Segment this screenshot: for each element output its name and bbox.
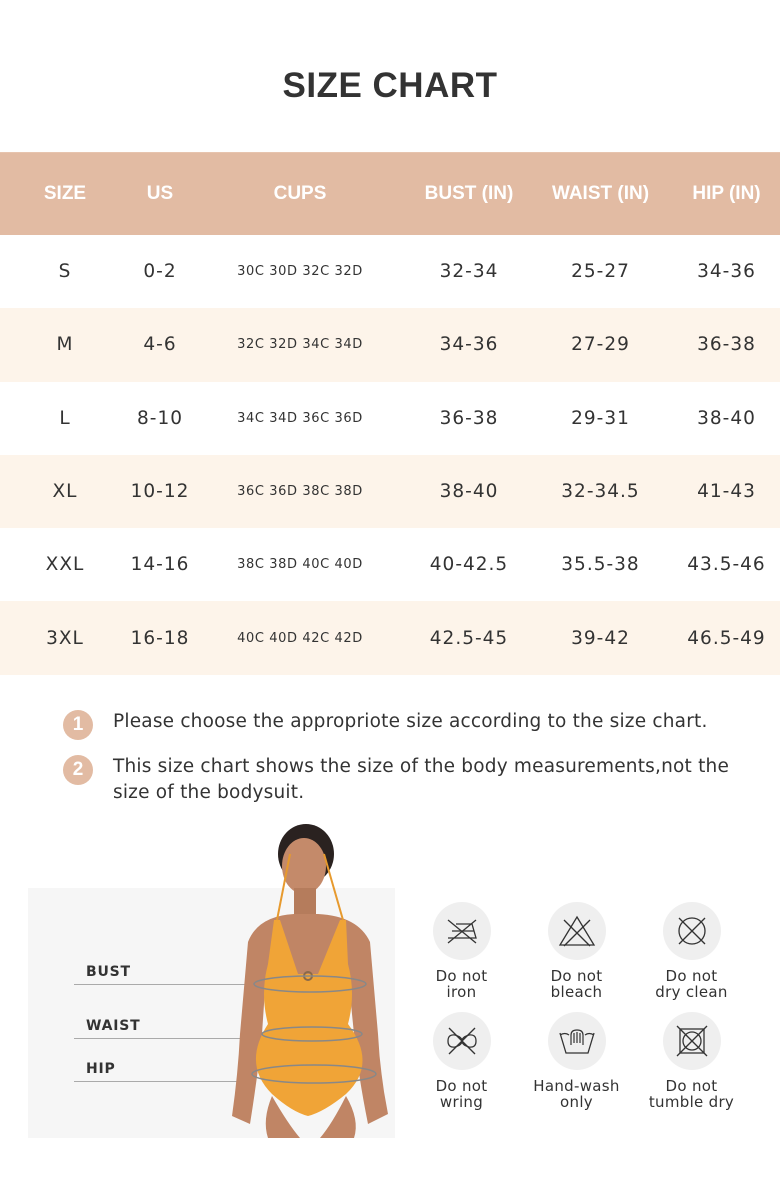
hip-label: HIP bbox=[86, 1061, 116, 1077]
cell-hip: 46.5-49 bbox=[687, 627, 766, 649]
no-iron-icon bbox=[433, 902, 491, 960]
table-row bbox=[0, 382, 780, 455]
cell-size: M bbox=[56, 334, 74, 356]
no-dry-clean-icon bbox=[663, 902, 721, 960]
measurement-figure bbox=[28, 888, 395, 1138]
cell-waist: 29-31 bbox=[571, 407, 630, 429]
note-text: Please choose the appropriote size according to the size chart. bbox=[113, 711, 708, 732]
care-label-line1: Do not bbox=[435, 1077, 488, 1095]
cell-waist: 32-34.5 bbox=[561, 481, 640, 503]
no-bleach-icon bbox=[548, 902, 606, 960]
cell-size: S bbox=[58, 261, 72, 283]
waist-label: WAIST bbox=[86, 1018, 141, 1034]
care-label-line2: wring bbox=[439, 1093, 484, 1111]
cell-cups: 40C 40D 42C 42D bbox=[237, 630, 363, 646]
care-label-line2: bleach bbox=[550, 983, 603, 1001]
waist-line bbox=[74, 1038, 254, 1039]
note-item bbox=[63, 709, 763, 740]
care-label-line1: Do not bbox=[665, 967, 718, 985]
hand-wash-icon bbox=[548, 1012, 606, 1070]
cell-cups: 34C 34D 36C 36D bbox=[237, 410, 363, 426]
cell-bust: 38-40 bbox=[439, 481, 499, 503]
cell-size: L bbox=[59, 407, 71, 429]
cell-hip: 41-43 bbox=[697, 481, 756, 503]
care-item-hand-wash bbox=[519, 1012, 634, 1110]
cell-cups: 36C 36D 38C 38D bbox=[237, 484, 363, 500]
cell-hip: 36-38 bbox=[697, 334, 756, 356]
hip-line bbox=[74, 1081, 254, 1082]
header-hip: HIP (IN) bbox=[692, 183, 761, 204]
cell-waist: 39-42 bbox=[571, 627, 630, 649]
cell-us: 0-2 bbox=[143, 261, 177, 283]
header-us: US bbox=[146, 183, 174, 204]
cell-size: 3XL bbox=[46, 627, 84, 649]
cell-bust: 32-34 bbox=[439, 261, 499, 283]
cell-hip: 43.5-46 bbox=[687, 554, 766, 576]
care-label-line2: iron bbox=[446, 983, 477, 1001]
cell-us: 10-12 bbox=[130, 481, 190, 503]
cell-us: 16-18 bbox=[130, 627, 190, 649]
table-row bbox=[0, 528, 780, 601]
table-row bbox=[0, 601, 780, 674]
table-row bbox=[0, 308, 780, 381]
care-label-line1: Do not bbox=[550, 967, 603, 985]
cell-cups: 38C 38D 40C 40D bbox=[237, 557, 363, 573]
number-badge: 2 bbox=[63, 755, 93, 785]
care-instructions bbox=[404, 902, 780, 1110]
care-item-no-iron bbox=[404, 902, 519, 1000]
cell-size: XXL bbox=[45, 554, 85, 576]
cell-hip: 38-40 bbox=[697, 407, 756, 429]
care-item-no-tumble-dry bbox=[634, 1012, 749, 1110]
cell-bust: 36-38 bbox=[439, 407, 499, 429]
cell-bust: 42.5-45 bbox=[429, 627, 509, 649]
note-text: This size chart shows the size of the body measurements,not the size of the bodysuit. bbox=[113, 756, 730, 803]
size-chart-table bbox=[0, 152, 780, 675]
header-cups: CUPS bbox=[273, 183, 327, 204]
page-title: SIZE CHART bbox=[282, 66, 498, 105]
care-label-line2: dry clean bbox=[655, 983, 728, 1001]
cell-waist: 35.5-38 bbox=[561, 554, 640, 576]
cell-us: 4-6 bbox=[143, 334, 177, 356]
bust-label: BUST bbox=[86, 964, 131, 980]
number-badge: 1 bbox=[63, 710, 93, 740]
note-item bbox=[63, 754, 763, 806]
care-label-line1: Hand-wash bbox=[533, 1077, 620, 1095]
cell-waist: 25-27 bbox=[571, 261, 630, 283]
cell-hip: 34-36 bbox=[697, 261, 756, 283]
size-notes bbox=[63, 709, 763, 820]
care-label-line1: Do not bbox=[665, 1077, 718, 1095]
cell-us: 14-16 bbox=[130, 554, 190, 576]
cell-cups: 30C 30D 32C 32D bbox=[237, 264, 363, 280]
cell-us: 8-10 bbox=[137, 407, 183, 429]
cell-bust: 40-42.5 bbox=[429, 554, 509, 576]
cell-waist: 27-29 bbox=[571, 334, 630, 356]
no-tumble-dry-icon bbox=[663, 1012, 721, 1070]
cell-cups: 32C 32D 34C 34D bbox=[237, 337, 363, 353]
header-bust: BUST (IN) bbox=[424, 183, 514, 204]
care-label-line1: Do not bbox=[435, 967, 488, 985]
care-item-no-bleach bbox=[519, 902, 634, 1000]
cell-size: XL bbox=[52, 481, 78, 503]
header-size: SIZE bbox=[43, 183, 87, 204]
care-item-no-dry-clean bbox=[634, 902, 749, 1000]
bust-line bbox=[74, 984, 254, 985]
table-header bbox=[0, 152, 780, 235]
header-waist: WAIST (IN) bbox=[551, 183, 650, 204]
table-row bbox=[0, 455, 780, 528]
no-wring-icon bbox=[433, 1012, 491, 1070]
table-row bbox=[0, 235, 780, 308]
care-label-line2: only bbox=[560, 1093, 593, 1111]
care-label-line2: tumble dry bbox=[648, 1093, 735, 1111]
care-item-no-wring bbox=[404, 1012, 519, 1110]
cell-bust: 34-36 bbox=[439, 334, 499, 356]
